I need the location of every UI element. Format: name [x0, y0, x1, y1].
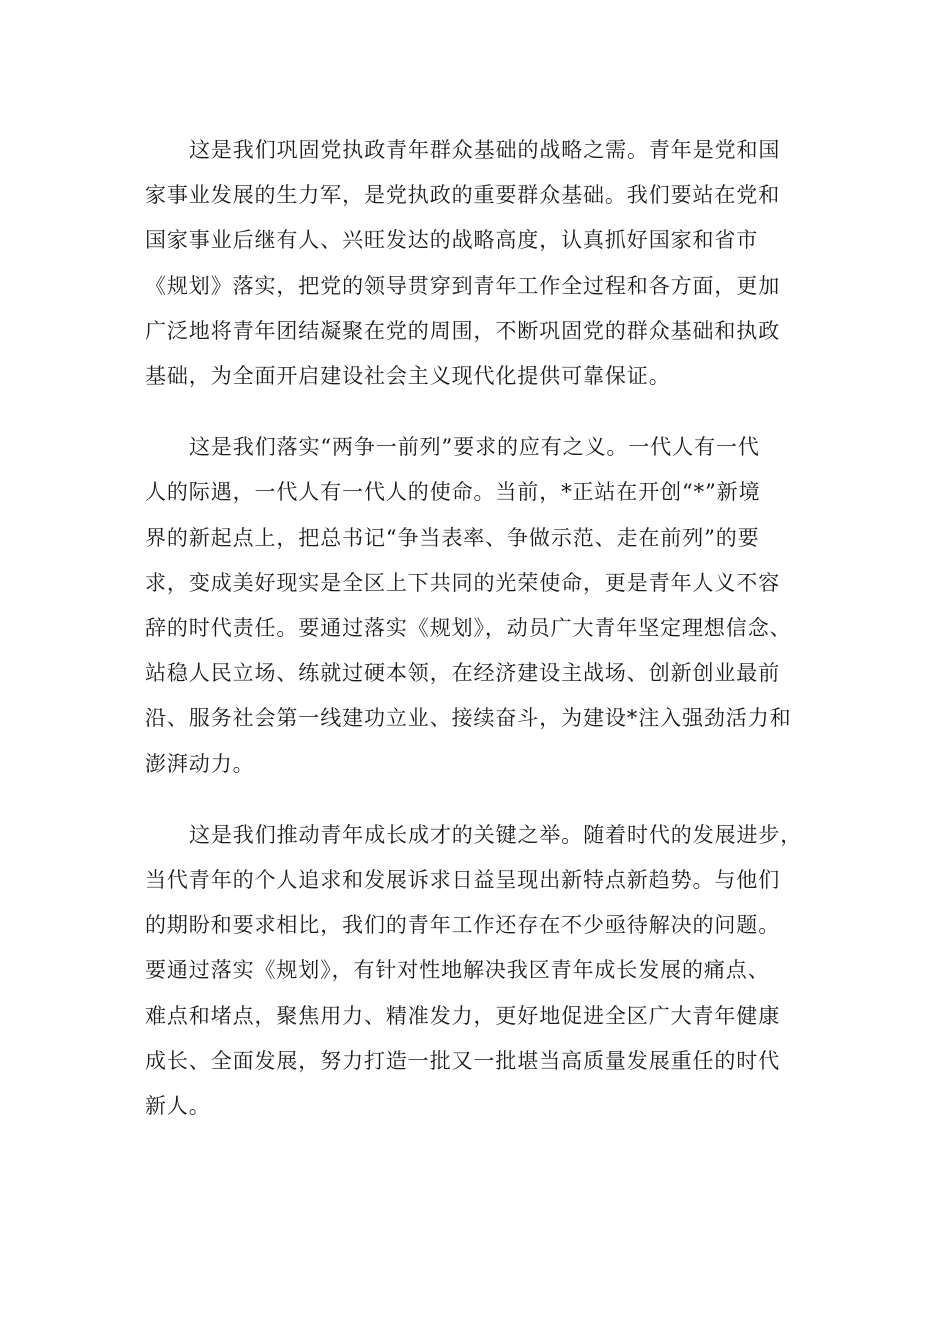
paragraph-line: 辞的时代责任。要通过落实《规划》，动员广大青年坚定理想信念、: [145, 616, 792, 641]
paragraph-line: 这是我们落实“两争一前列”要求的应有之义。一代人有一代: [189, 435, 760, 460]
paragraph-line: 这是我们巩固党执政青年群众基础的战略之需。青年是党和国: [189, 138, 781, 162]
paragraph-line: 国家事业后继有人、兴旺发达的战略高度，认真抓好国家和省市: [145, 228, 759, 253]
document-body: [145, 128, 805, 1129]
paragraph-line: 澎湃动力。: [145, 751, 255, 776]
paragraph-line: 人的际遇，一代人有一代人的使命。当前，*正站在开创“*”新境: [145, 480, 761, 505]
paragraph-1: [145, 128, 805, 399]
paragraph-line: 沿、服务社会第一线建功立业、接续奋斗，为建设*注入强劲活力和: [145, 706, 792, 731]
paragraph-line: 基础，为全面开启建设社会主义现代化提供可靠保证。: [145, 364, 671, 389]
paragraph-line: 当代青年的个人追求和发展诉求日益呈现出新特点新趋势。与他们: [145, 868, 781, 893]
paragraph-line: 成长、全面发展，努力打造一批又一批堪当高质量发展重任的时代: [145, 1048, 781, 1073]
paragraph-line: 家事业发展的生力军，是党执政的重要群众基础。我们要站在党和: [145, 183, 781, 208]
paragraph-line: 广泛地将青年团结凝聚在党的周围，不断巩固党的群众基础和执政: [145, 318, 781, 343]
paragraph-line: 要通过落实《规划》，有针对性地解决我区青年成长发展的痛点、: [145, 958, 770, 983]
paragraph-3: [145, 813, 805, 1129]
paragraph-line: 新人。: [145, 1094, 211, 1119]
paragraph-line: 的期盼和要求相比，我们的青年工作还存在不少亟待解决的问题。: [145, 913, 781, 938]
paragraph-line: 这是我们推动青年成长成才的关键之举。随着时代的发展进步，: [189, 822, 803, 847]
paragraph-line: 界的新起点上，把总书记“争当表率、争做示范、走在前列”的要: [145, 525, 760, 550]
paragraph-2: [145, 425, 805, 787]
paragraph-line: 《规划》落实，把党的领导贯穿到青年工作全过程和各方面，更加: [145, 273, 781, 298]
paragraph-line: 求，变成美好现实是全区上下共同的光荣使命，更是青年人义不容: [145, 570, 781, 595]
paragraph-line: 站稳人民立场、练就过硬本领，在经济建设主战场、创新创业最前: [145, 661, 781, 686]
paragraph-line: 难点和堵点，聚焦用力、精准发力，更好地促进全区广大青年健康: [145, 1003, 781, 1028]
